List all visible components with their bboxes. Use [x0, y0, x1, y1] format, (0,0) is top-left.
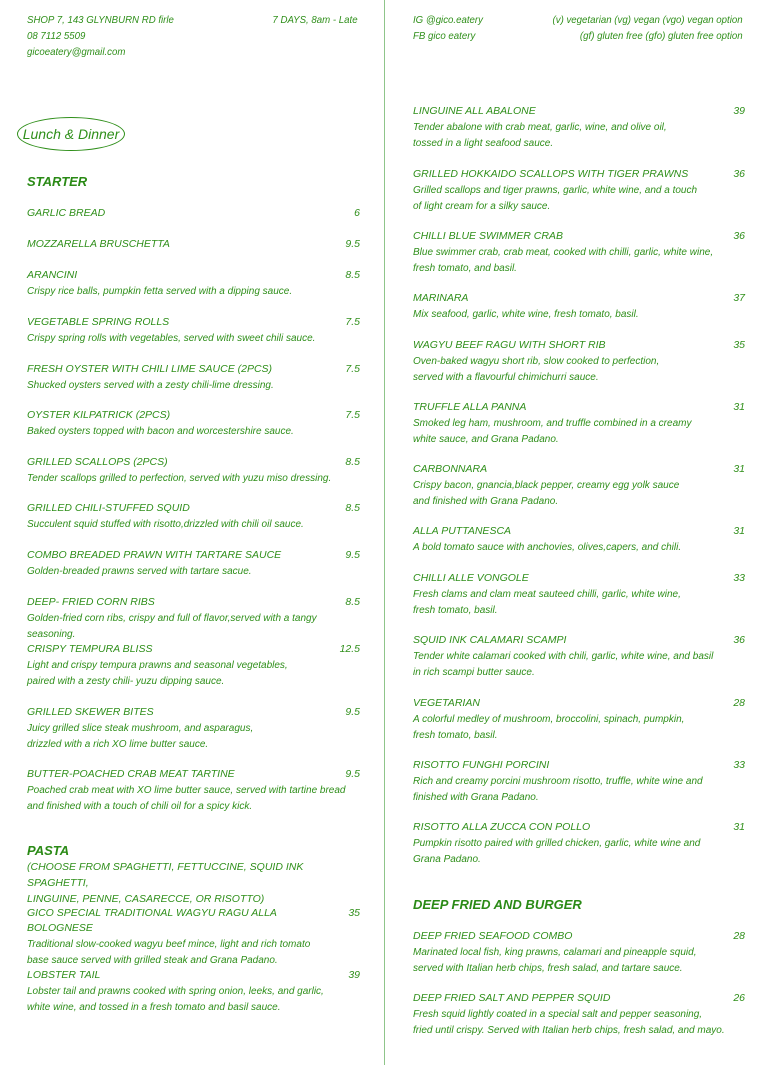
opening-hours: 7 DAYS, 8am - Late: [272, 14, 358, 26]
menu-item-price: 6: [354, 207, 360, 219]
menu-item-price: 8.5: [345, 456, 360, 468]
menu-item-name: LINGUINE ALL ABALONE: [413, 105, 536, 117]
menu-item-row: [413, 167, 745, 182]
menu-item-name: MOZZARELLA BRUSCHETTA: [27, 238, 170, 250]
menu-item: [27, 906, 360, 968]
menu-item-name: DEEP- FRIED CORN RIBS: [27, 596, 155, 608]
menu-item: [413, 633, 745, 680]
menu-item-name: CARBONNARA: [413, 463, 488, 475]
menu-item-row: [413, 758, 745, 773]
menu-item: [413, 167, 745, 214]
instagram-handle: IG @gico.eatery: [413, 14, 483, 26]
menu-item-description: Grilled scallops and tiger prawns, garlic, white wine, and a touch of light cream for a silky sauce.: [413, 185, 698, 212]
menu-item-name: DEEP FRIED SALT AND PEPPER SQUID: [413, 992, 611, 1004]
menu-item-row: [27, 595, 360, 610]
menu-item-description: Tender abalone with crab meat, garlic, wine, and olive oil, tossed in a light seafood sauce.: [413, 122, 667, 149]
menu-item-price: 36: [733, 230, 745, 242]
lunch-dinner-badge: Lunch & Dinner: [17, 117, 125, 151]
menu-item: [413, 104, 745, 151]
menu-item: [27, 206, 360, 222]
phone: 08 7112 5509: [27, 30, 86, 42]
menu-item-name: GARLIC BREAD: [27, 207, 106, 219]
menu-item-description: Mix seafood, garlic, white wine, fresh tomato, basil.: [413, 309, 639, 320]
menu-item: [27, 595, 360, 642]
menu-item-row: [27, 206, 360, 221]
menu-item-name: CHILLI ALLE VONGOLE: [413, 572, 529, 584]
menu-item-description: Fresh clams and clam meat sauteed chilli, garlic, white wine, fresh tomato, basil.: [413, 589, 681, 616]
menu-item-description: Poached crab meat with XO lime butter sauce, served with tartine bread and finished with a touch of chili oil for a spicy kick.: [27, 785, 346, 812]
menu-item-row: [27, 268, 360, 283]
menu-item-row: [413, 571, 745, 586]
menu-item-price: 28: [733, 930, 745, 942]
menu-item-name: GRILLED SKEWER BITES: [27, 706, 154, 718]
menu-item-price: 12.5: [339, 643, 360, 655]
menu-item-description: Light and crispy tempura prawns and seasonal vegetables, paired with a zesty chili- yuzu dipping sauce.: [27, 660, 288, 687]
menu-item-name: GRILLED SCALLOPS (2PCS): [27, 456, 168, 468]
menu-item: [27, 501, 360, 533]
menu-item-price: 35: [348, 907, 360, 919]
menu-item-name: VEGETARIAN: [413, 697, 480, 709]
menu-item-price: 31: [733, 401, 745, 413]
menu-item-price: 9.5: [345, 238, 360, 250]
menu-item: [27, 968, 360, 1015]
menu-item-price: 8.5: [345, 502, 360, 514]
menu-item: [413, 229, 745, 276]
email: gicoeatery@gmail.com: [27, 46, 126, 58]
menu-item-description: Golden-breaded prawns served with tartare sacue.: [27, 566, 252, 577]
menu-item-name: OYSTER KILPATRICK (2PCS): [27, 409, 171, 421]
menu-item-row: [27, 968, 360, 983]
menu-item: [27, 362, 360, 394]
menu-item-name: SQUID INK CALAMARI SCAMPI: [413, 634, 567, 646]
menu-item-row: [27, 767, 360, 782]
menu-item: [413, 696, 745, 743]
menu-item-price: 31: [733, 525, 745, 537]
menu-item-description: Shucked oysters served with a zesty chili-lime dressing.: [27, 380, 274, 391]
menu-item-price: 36: [733, 634, 745, 646]
menu-item-price: 28: [733, 697, 745, 709]
menu-item: [27, 268, 360, 300]
menu-item-price: 8.5: [345, 269, 360, 281]
menu-item-row: [27, 501, 360, 516]
menu-item: [413, 758, 745, 805]
menu-item-price: 7.5: [345, 409, 360, 421]
menu-item-row: [413, 633, 745, 648]
deep-fried-title: DEEP FRIED AND BURGER: [413, 897, 582, 912]
menu-item-name: LOBSTER TAIL: [27, 969, 101, 981]
menu-item-description: Juicy grilled slice steak mushroom, and asparagus, drizzled with a rich XO lime butter sauce.: [27, 723, 254, 750]
menu-item-name: MARINARA: [413, 292, 469, 304]
menu-item-row: [27, 455, 360, 470]
menu-item-row: [27, 362, 360, 377]
menu-item-name: ARANCINI: [27, 269, 78, 281]
menu-item: [413, 462, 745, 509]
menu-item-price: 7.5: [345, 363, 360, 375]
menu-item: [413, 524, 745, 556]
menu-item-description: Blue swimmer crab, crab meat, cooked with chilli, garlic, white wine, fresh tomato, and basil.: [413, 247, 714, 274]
menu-item-name: RISOTTO FUNGHI PORCINI: [413, 759, 550, 771]
menu-item-name: GRILLED HOKKAIDO SCALLOPS WITH TIGER PRAWNS: [413, 168, 689, 180]
menu-item-description: Fresh squid lightly coated in a special salt and pepper seasoning, fried until crispy. Served with Italian herb chips, fresh salad, and mayo.: [413, 1009, 725, 1036]
menu-item-price: 37: [733, 292, 745, 304]
right-column: [413, 0, 745, 1065]
menu-item-price: 26: [733, 992, 745, 1004]
menu-item: [27, 315, 360, 347]
menu-item-row: [27, 906, 360, 936]
facebook-handle: FB gico eatery: [413, 30, 476, 42]
menu-item-description: Tender white calamari cooked with chili, garlic, white wine, and basil in rich scampi butter sauce.: [413, 651, 714, 678]
pasta-title: PASTA: [27, 843, 70, 858]
menu-item-description: Smoked leg ham, mushroom, and truffle combined in a creamy white sauce, and Grana Padano.: [413, 418, 692, 445]
menu-item-description: Traditional slow-cooked wagyu beef mince, light and rich tomato base sauce served with grilled steak and Grana Padano.: [27, 939, 311, 966]
menu-item-price: 9.5: [345, 706, 360, 718]
menu-item-name: GRILLED CHILI-STUFFED SQUID: [27, 502, 190, 514]
menu-item-price: 9.5: [345, 549, 360, 561]
menu-item-row: [413, 462, 745, 477]
menu-item-price: 31: [733, 821, 745, 833]
menu-item: [413, 400, 745, 447]
menu-item: [413, 820, 745, 867]
menu-item-price: 36: [733, 168, 745, 180]
menu-item-row: [413, 338, 745, 353]
menu-item-row: [413, 229, 745, 244]
menu-item-description: A bold tomato sauce with anchovies, olives,capers, and chili.: [413, 542, 682, 553]
legend-line-1: (v) vegetarian (vg) vegan (vgo) vegan option: [552, 14, 743, 26]
menu-item: [27, 767, 360, 814]
menu-item-row: [413, 929, 745, 944]
menu-item: [413, 929, 745, 976]
menu-item-name: CHILLI BLUE SWIMMER CRAB: [413, 230, 563, 242]
menu-item-description: Succulent squid stuffed with risotto,drizzled with chili oil sauce.: [27, 519, 304, 530]
menu-item: [27, 548, 360, 580]
menu-item-name: VEGETABLE SPRING ROLLS: [27, 316, 170, 328]
menu-item-row: [413, 524, 745, 539]
menu-item-description: Tender scallops grilled to perfection, served with yuzu miso dressing.: [27, 473, 332, 484]
menu-item-row: [413, 104, 745, 119]
menu-item: [27, 455, 360, 487]
menu-item-price: 39: [733, 105, 745, 117]
menu-item-row: [413, 991, 745, 1006]
menu-item-description: Marinated local fish, king prawns, calamari and pineapple squid, served with Italian herb chips, fresh salad, and tartare sauce.: [413, 947, 697, 974]
menu-item-row: [413, 696, 745, 711]
menu-item-name: TRUFFLE ALLA PANNA: [413, 401, 527, 413]
legend-line-2: (gf) gluten free (gfo) gluten free option: [580, 30, 743, 42]
menu-item-description: Crispy rice balls, pumpkin fetta served with a dipping sauce.: [27, 286, 293, 297]
column-divider: [384, 0, 385, 1065]
menu-item-price: 8.5: [345, 596, 360, 608]
menu-item-price: 7.5: [345, 316, 360, 328]
menu-item: [413, 571, 745, 618]
menu-item-description: A colorful medley of mushroom, broccolini, spinach, pumpkin, fresh tomato, basil.: [413, 714, 685, 741]
menu-item-row: [413, 291, 745, 306]
menu-item-price: 31: [733, 463, 745, 475]
menu-item-description: Golden-fried corn ribs, crispy and full of flavor,served with a tangy seasoning.: [27, 613, 317, 640]
menu-item-row: [27, 705, 360, 720]
menu-item-name: RISOTTO ALLA ZUCCA CON POLLO: [413, 821, 591, 833]
menu-item-row: [27, 408, 360, 423]
menu-item-description: Lobster tail and prawns cooked with spring onion, leeks, and garlic, white wine, and tossed in a fresh tomato and basil sauce.: [27, 986, 324, 1013]
menu-item-row: [27, 237, 360, 252]
menu-item-name: ALLA PUTTANESCA: [413, 525, 512, 537]
menu-item-name: WAGYU BEEF RAGU WITH SHORT RIB: [413, 339, 606, 351]
menu-item-row: [27, 315, 360, 330]
menu-item-price: 35: [733, 339, 745, 351]
menu-item: [27, 408, 360, 440]
menu-item-description: Crispy bacon, gnancia,black pepper, creamy egg yolk sauce and finished with Grana Padano.: [413, 480, 680, 507]
menu-item-row: [413, 400, 745, 415]
menu-item-description: Baked oysters topped with bacon and worcestershire sauce.: [27, 426, 294, 437]
left-column: [27, 0, 360, 1065]
menu-item: [413, 338, 745, 385]
menu-item-row: [413, 820, 745, 835]
menu-item-price: 9.5: [345, 768, 360, 780]
menu-item: [27, 642, 360, 689]
menu-item-description: Crispy spring rolls with vegetables, served with sweet chili sauce.: [27, 333, 316, 344]
menu-item-row: [27, 548, 360, 563]
menu-item-price: 33: [733, 759, 745, 771]
menu-item-name: BUTTER-POACHED CRAB MEAT TARTINE: [27, 768, 235, 780]
menu-item-name: FRESH OYSTER WITH CHILI LIME SAUCE (2PCS): [27, 363, 273, 375]
pasta-note: (CHOOSE FROM SPAGHETTI, FETTUCCINE, SQUID INK SPAGHETTI, LINGUINE, PENNE, CASARECCE, OR RISOTTO): [27, 861, 304, 905]
menu-item-price: 39: [348, 969, 360, 981]
menu-item: [27, 237, 360, 253]
menu-item: [413, 991, 745, 1038]
menu-item-description: Rich and creamy porcini mushroom risotto, truffle, white wine and finished with Grana Padano.: [413, 776, 703, 803]
menu-item-name: GICO SPECIAL TRADITIONAL WAGYU RAGU ALLA BOLOGNESE: [27, 907, 277, 934]
menu-item-name: DEEP FRIED SEAFOOD COMBO: [413, 930, 573, 942]
menu-item-description: Oven-baked wagyu short rib, slow cooked to perfection, served with a flavourful chimichurri sauce.: [413, 356, 660, 383]
address: SHOP 7, 143 GLYNBURN RD firle: [27, 14, 174, 26]
menu-item-row: [27, 642, 360, 657]
menu-item: [413, 291, 745, 323]
menu-item-name: CRISPY TEMPURA BLISS: [27, 643, 153, 655]
menu-item-description: Pumpkin risotto paired with grilled chicken, garlic, white wine and Grana Padano.: [413, 838, 701, 865]
menu-item-price: 33: [733, 572, 745, 584]
menu-item: [27, 705, 360, 752]
starter-title: STARTER: [27, 174, 88, 189]
menu-item-name: COMBO BREADED PRAWN WITH TARTARE SAUCE: [27, 549, 282, 561]
